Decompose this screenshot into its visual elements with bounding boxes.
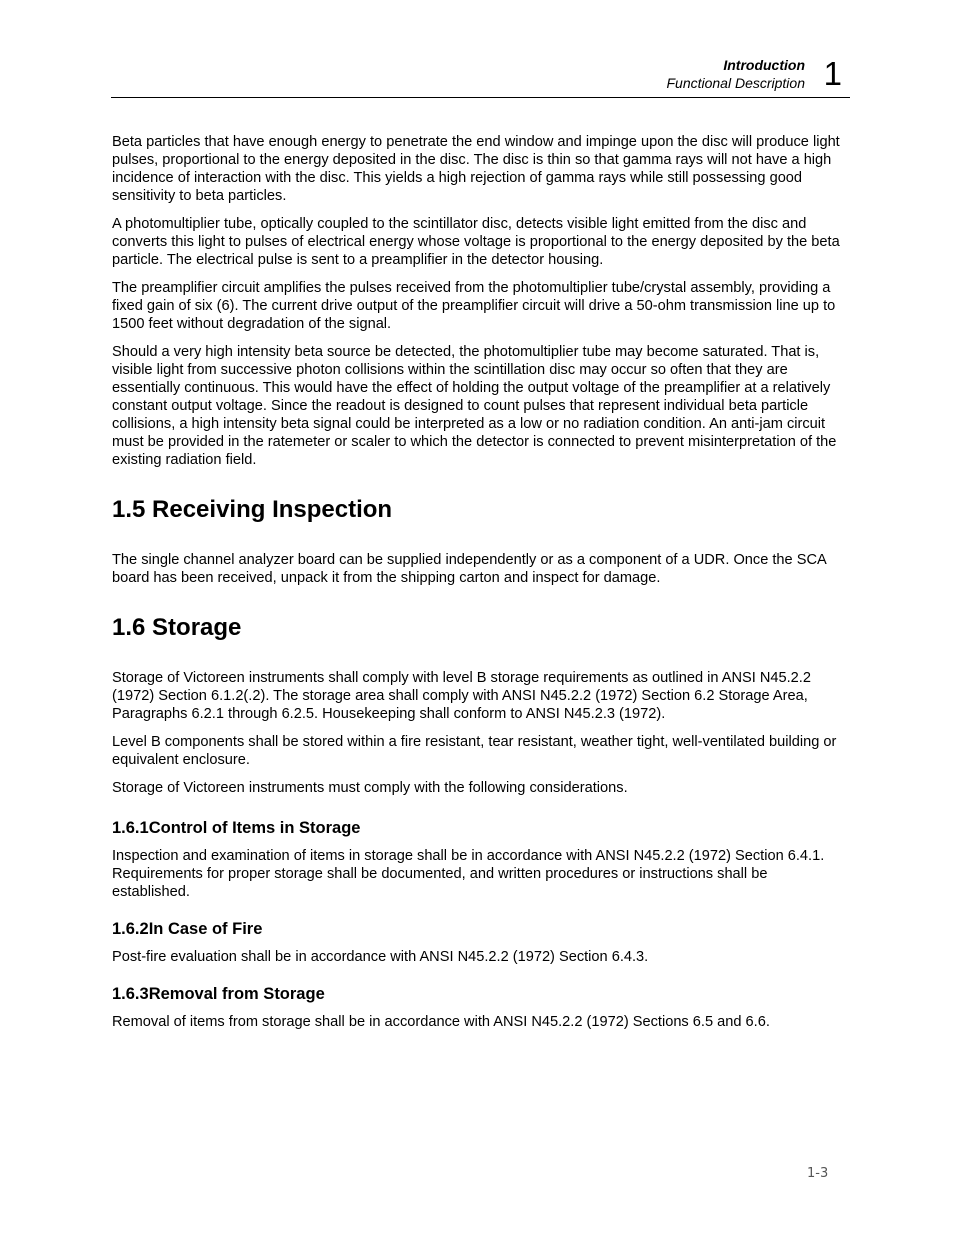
- subsection-heading-removal-from-storage: 1.6.3Removal from Storage: [112, 985, 325, 1003]
- header-titles: [666, 56, 805, 92]
- header-section-title: Functional Description: [666, 75, 805, 91]
- section-heading-storage: 1.6 Storage: [112, 614, 242, 641]
- body-paragraph: Storage of Victoreen instruments shall comply with level B storage requirements as outlined in ANSI N45.2.2 (1972) Section 6.1.2(.2). The storage area shall comply with ANSI N45.2.2 (1972) Section 6.2 Storage Area, Paragraphs 6.2.1 through 6.2.5. Housekeeping shall conform to ANSI N45.2.3 (1972).: [112, 670, 811, 722]
- subsection-heading-control-of-items: 1.6.1Control of Items in Storage: [112, 819, 361, 837]
- page-number: 1-3: [807, 1166, 829, 1181]
- body-paragraph: The single channel analyzer board can be supplied independently or as a component of a UDR. Once the SCA board has been received, unpack it from the shipping carton and inspect for damage.: [112, 552, 826, 586]
- header-chapter-title: Introduction: [723, 57, 805, 73]
- body-paragraph: The preamplifier circuit amplifies the pulses received from the photomultiplier tube/crystal assembly, providing a fixed gain of six (6). The current drive output of the preamplifier circuit will drive a 50-ohm transmission line up to 1500 feet without degradation of the signal.: [112, 280, 836, 332]
- subsection-heading-in-case-of-fire: 1.6.2In Case of Fire: [112, 920, 263, 938]
- body-paragraph: Removal of items from storage shall be in accordance with ANSI N45.2.2 (1972) Sections 6.5 and 6.6.: [112, 1014, 770, 1030]
- body-paragraph: Inspection and examination of items in storage shall be in accordance with ANSI N45.2.2 (1972) Section 6.4.1. Requirements for proper storage shall be documented, and written procedures or instructions shall be established.: [112, 848, 825, 900]
- body-paragraph: Storage of Victoreen instruments must comply with the following considerations.: [112, 780, 628, 796]
- running-header: [111, 55, 850, 98]
- body-paragraph: Beta particles that have enough energy to penetrate the end window and impinge upon the disc will produce light pulses, proportional to the energy deposited in the disc. The disc is thin so that gamma rays will not have a high incidence of interaction with the disc. This yields a high rejection of gamma rays while still possessing good sensitivity to beta particles.: [112, 134, 840, 204]
- header-chapter-number: 1: [823, 55, 842, 92]
- body-paragraph: Post-fire evaluation shall be in accordance with ANSI N45.2.2 (1972) Section 6.4.3.: [112, 949, 649, 965]
- page-content: [112, 133, 842, 1041]
- body-paragraph: Level B components shall be stored within a fire resistant, tear resistant, weather tight, well-ventilated building or equivalent enclosure.: [112, 734, 837, 768]
- body-paragraph: A photomultiplier tube, optically coupled to the scintillator disc, detects visible light emitted from the disc and converts this light to pulses of electrical energy whose voltage is proportional to the energy deposited by the beta particle. The electrical pulse is sent to a preamplifier in the detector housing.: [112, 216, 840, 268]
- section-heading-receiving-inspection: 1.5 Receiving Inspection: [112, 496, 393, 523]
- body-paragraph: Should a very high intensity beta source be detected, the photomultiplier tube may become saturated. That is, visible light from successive photon collisions within the scintillation disc may occur so often that they are essentially continuous. This would have the effect of holding the output voltage of the preamplifier at a relatively constant output voltage. Since the readout is designed to count pulses that represent individual beta particle collisions, a high intensity beta signal could be interpreted as a low or no radiation condition. An anti-jam circuit must be provided in the ratemeter or scaler to which the detector is connected to prevent misinterpretation of the existing radiation field.: [112, 344, 837, 468]
